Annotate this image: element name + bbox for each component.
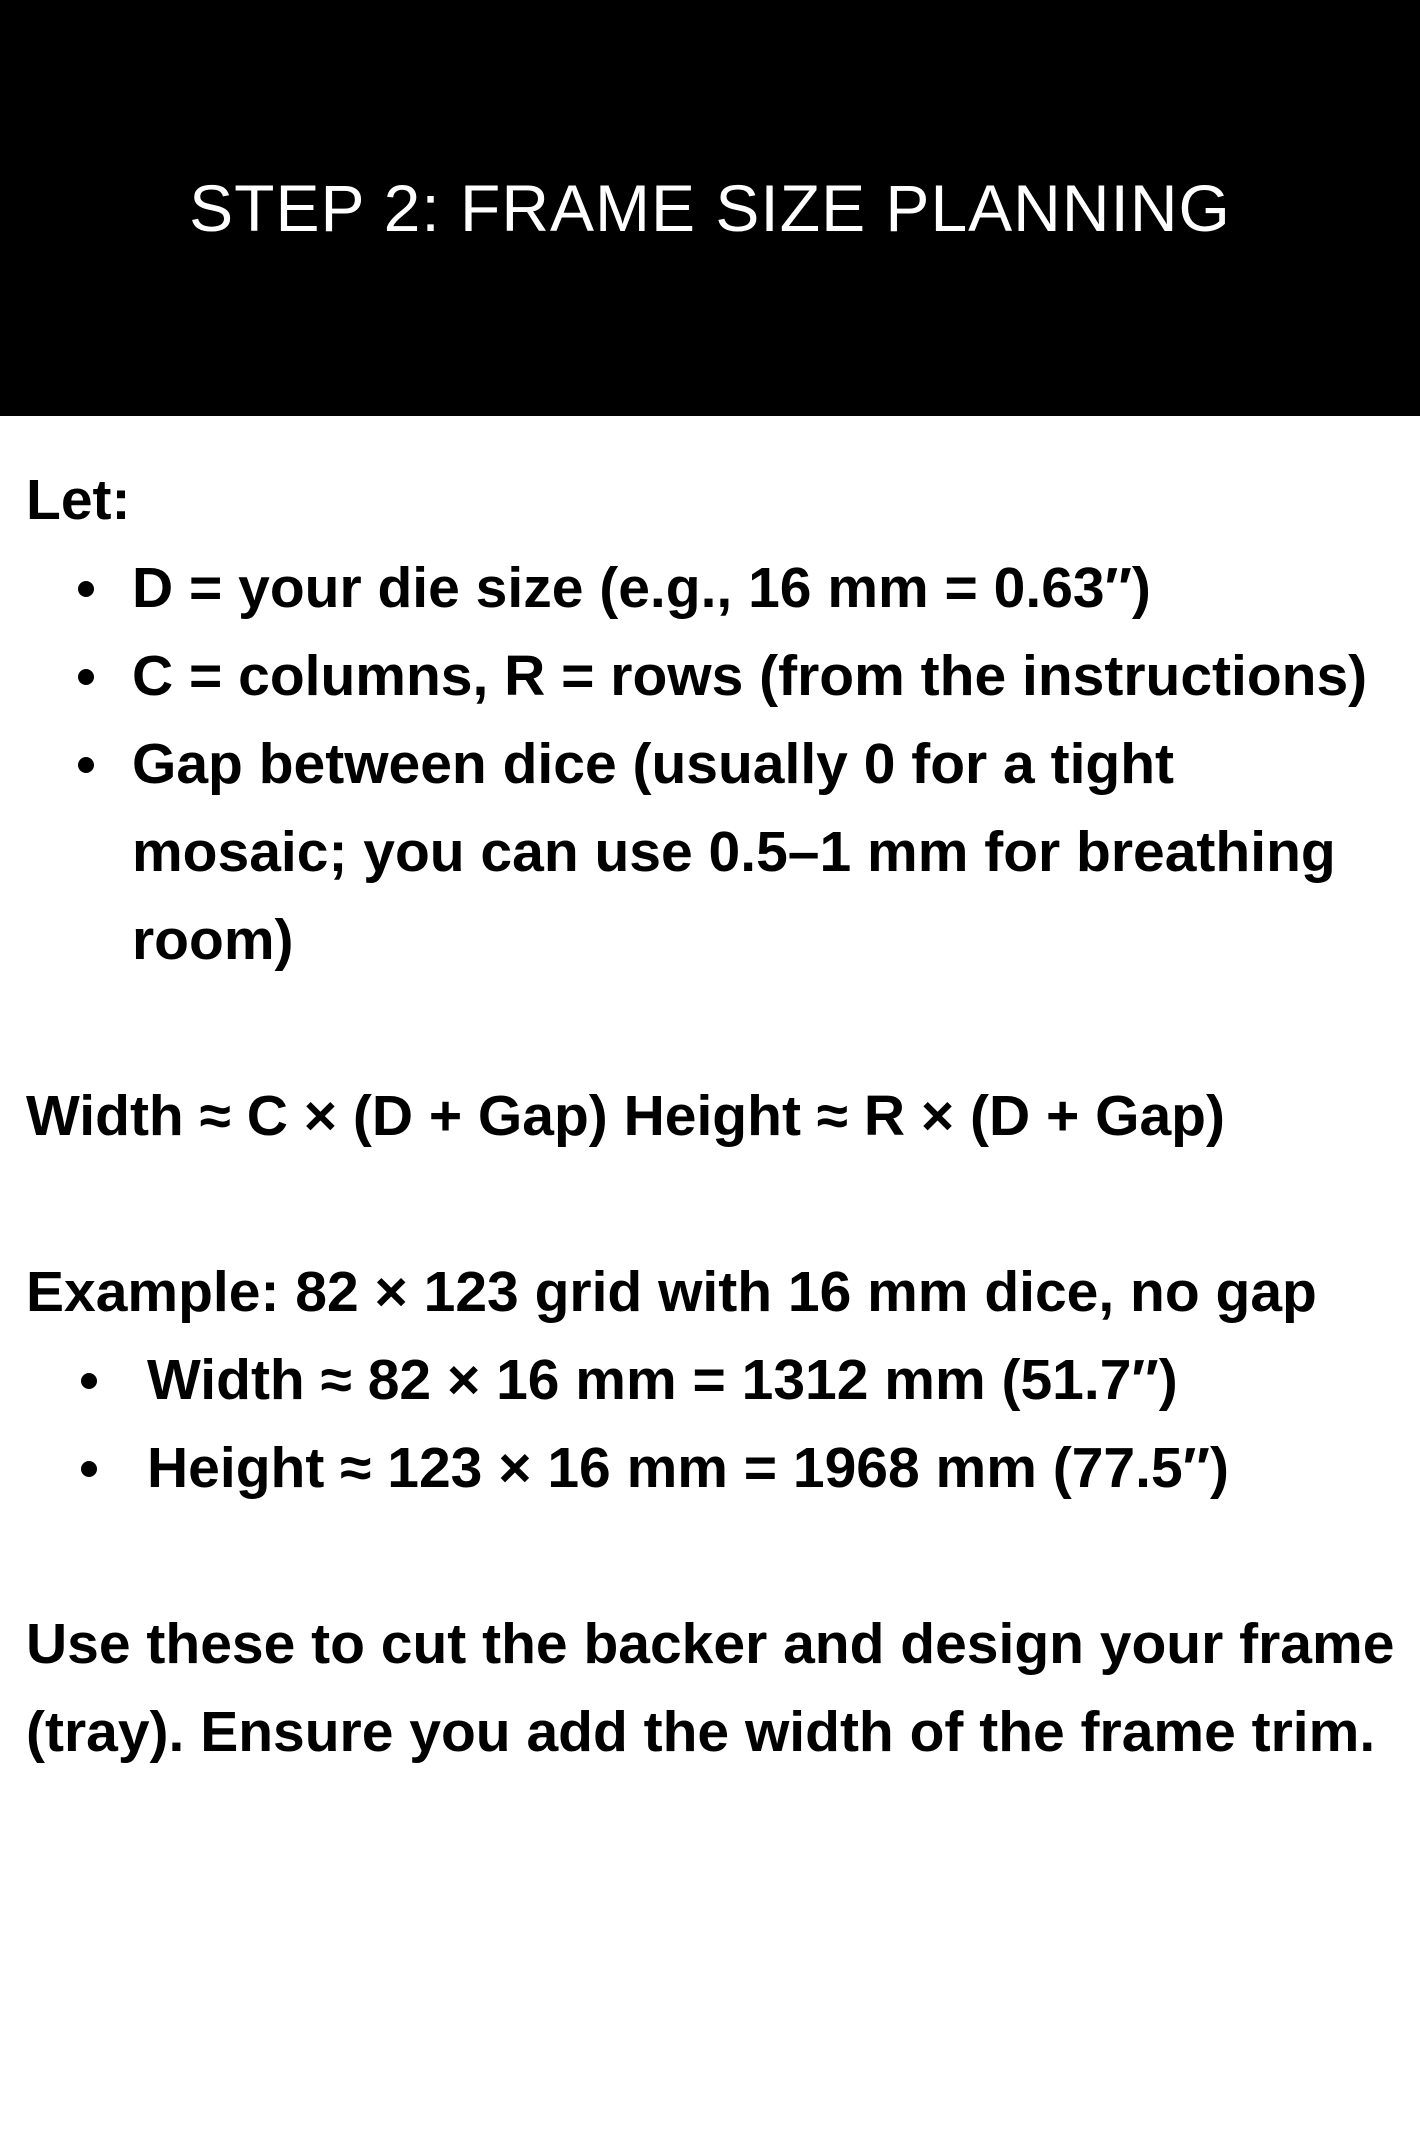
formula-line: Width ≈ C × (D + Gap) Height ≈ R × (D + Gap) xyxy=(26,1084,1225,1148)
page-title: STEP 2: FRAME SIZE PLANNING xyxy=(189,171,1231,245)
content-body xyxy=(26,456,1396,1776)
spacer xyxy=(26,1512,1396,1600)
list-item-text: D = your die size (e.g., 16 mm = 0.63″) xyxy=(132,556,1151,620)
example-heading: Example: 82 × 123 grid with 16 mm dice, no gap xyxy=(26,1260,1317,1324)
example-list xyxy=(26,1336,1396,1512)
header-banner xyxy=(0,0,1420,416)
bullet-icon xyxy=(81,1461,97,1477)
bullet-icon xyxy=(81,1373,97,1389)
definitions-list xyxy=(26,544,1396,984)
list-item-text: C = columns, R = rows (from the instructions) xyxy=(132,644,1368,708)
list-item xyxy=(26,544,1396,632)
let-heading: Let: xyxy=(26,468,131,532)
bullet-icon xyxy=(78,757,94,773)
spacer xyxy=(26,1160,1396,1248)
bullet-icon xyxy=(78,669,94,685)
spacer xyxy=(26,984,1396,1072)
closing-paragraph: Use these to cut the backer and design your frame (tray). Ensure you add the width of the frame trim. xyxy=(26,1612,1395,1764)
list-item xyxy=(26,720,1396,984)
list-item-text: Gap between dice (usually 0 for a tight mosaic; you can use 0.5–1 mm for breathing room) xyxy=(132,732,1336,972)
list-item-text: Width ≈ 82 × 16 mm = 1312 mm (51.7″) xyxy=(147,1348,1178,1412)
list-item xyxy=(26,1424,1396,1512)
list-item xyxy=(26,632,1396,720)
bullet-icon xyxy=(78,581,94,597)
list-item xyxy=(26,1336,1396,1424)
list-item-text: Height ≈ 123 × 16 mm = 1968 mm (77.5″) xyxy=(147,1436,1229,1500)
